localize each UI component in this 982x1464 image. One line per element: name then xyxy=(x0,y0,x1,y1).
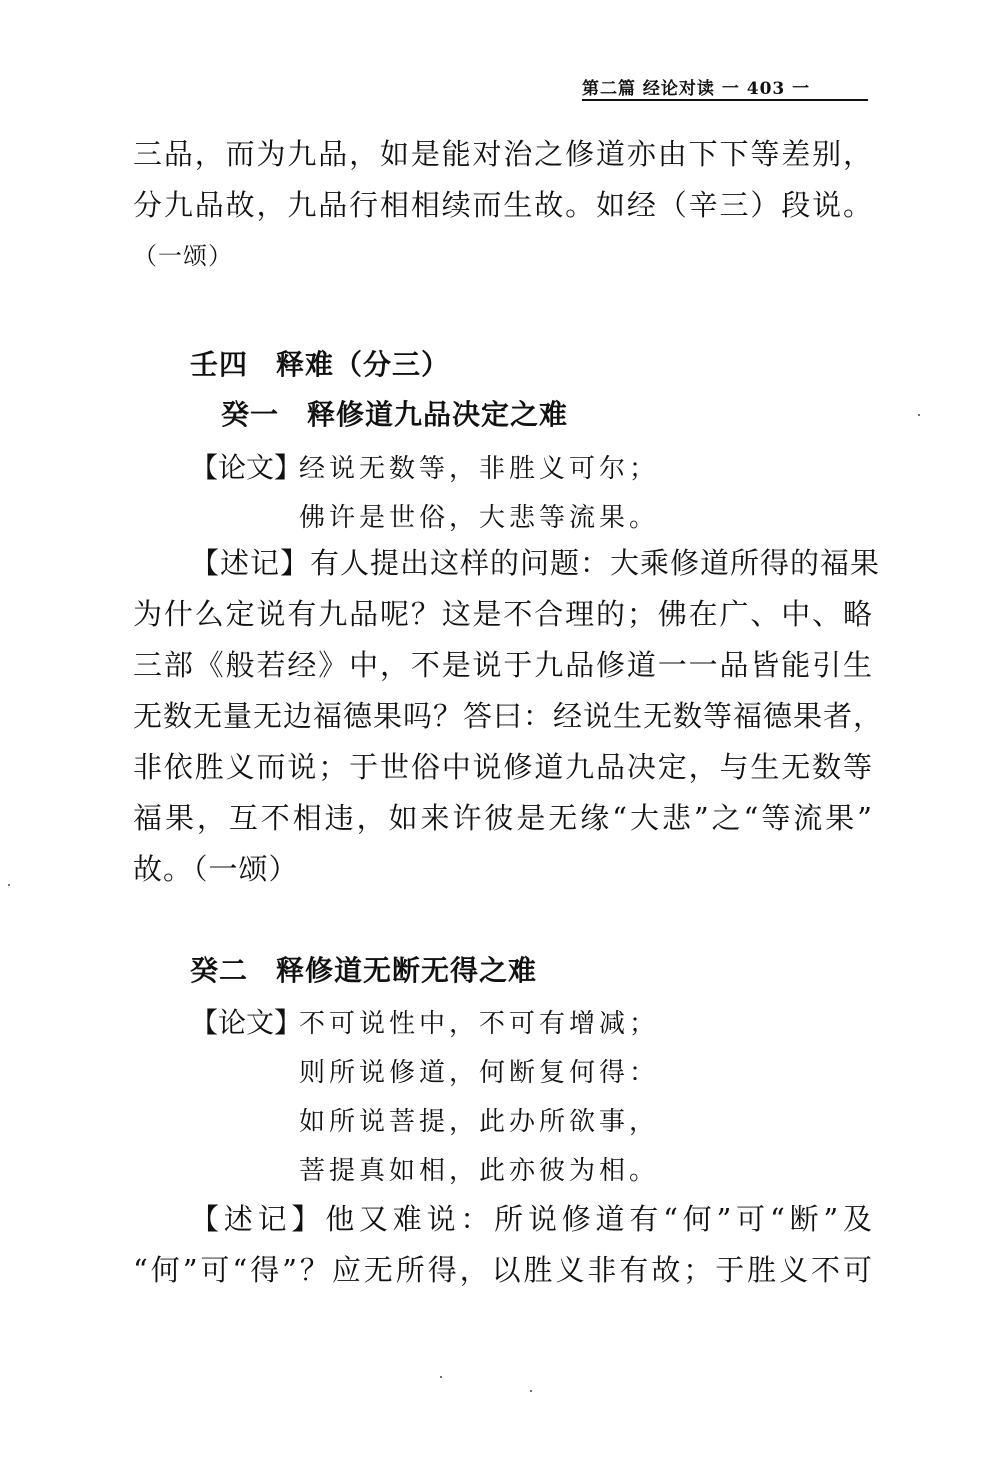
intro-paragraph xyxy=(133,129,873,282)
text-line: 分九品故，九品行相相续而生故。如经（辛三）段说。 xyxy=(133,188,873,222)
text-line: 有人提出这样的问题：大乘修道所得的福果 xyxy=(310,546,881,580)
scan-speck xyxy=(8,884,10,886)
text-line: 故。（一颂） xyxy=(133,852,299,886)
text-line: 非依胜义而说；于世俗中说修道九品决定，与生无数等 xyxy=(133,750,873,784)
section-heading-gui1 xyxy=(221,393,568,433)
verse-label: 【论文】 xyxy=(190,1006,303,1039)
scan-speck xyxy=(440,1376,442,1378)
section-number: 壬四 xyxy=(190,348,249,381)
text-line: 三部《般若经》中，不是说于九品修道一一品皆能引生 xyxy=(133,648,873,682)
section-number: 癸一 xyxy=(221,398,280,431)
commentary-first-line xyxy=(190,538,881,589)
section-title: 释修道无断无得之难 xyxy=(276,954,538,987)
text-line: 福果，互不相违，如来许彼是无缘“大悲”之“等流果” xyxy=(133,801,873,835)
text-line: 三品，而为九品，如是能对治之修道亦由下下等差别， xyxy=(133,137,873,171)
text-line: 他又难说：所说修道有“何”可“断”及 xyxy=(325,1202,873,1236)
section-heading-ren4 xyxy=(190,343,450,383)
commentary-paragraph xyxy=(133,589,884,895)
text-line: 无数无量无边福德果吗？答曰：经说生无数等福德果者， xyxy=(133,699,884,733)
commentary-label: 【述记】 xyxy=(190,1202,326,1236)
verse-line: 菩提真如相，此亦彼为相。 xyxy=(299,1156,660,1186)
commentary-first-line xyxy=(190,1194,873,1245)
scan-speck xyxy=(918,414,920,416)
text-line: 为什么定说有九品呢？这是不合理的；佛在广、中、略 xyxy=(133,597,873,631)
verse-line: 不可说性中，不可有增减； xyxy=(299,1009,660,1039)
section-number: 癸二 xyxy=(190,954,249,987)
text-line: “何”可“得”？应无所得，以胜义非有故；于胜义不可 xyxy=(133,1253,873,1287)
section-heading-gui2 xyxy=(190,949,537,989)
verse-label: 【论文】 xyxy=(190,451,303,484)
section-title: 释难（分三） xyxy=(276,348,451,381)
header-rule xyxy=(582,99,868,101)
running-head: 第二篇 经论对读 一 403 一 xyxy=(582,79,811,99)
text-line: （一颂） xyxy=(133,242,233,270)
commentary-paragraph xyxy=(133,1245,873,1296)
section-title: 释修道九品决定之难 xyxy=(307,398,569,431)
verse-line: 佛许是世俗，大悲等流果。 xyxy=(299,503,660,533)
commentary-label: 【述记】 xyxy=(190,546,311,580)
verse-line: 如所说菩提，此办所欲事， xyxy=(299,1107,660,1137)
verse-line: 则所说修道，何断复何得： xyxy=(299,1058,660,1088)
scan-speck xyxy=(530,1390,532,1392)
verse-line: 经说无数等，非胜义可尔； xyxy=(299,454,660,484)
